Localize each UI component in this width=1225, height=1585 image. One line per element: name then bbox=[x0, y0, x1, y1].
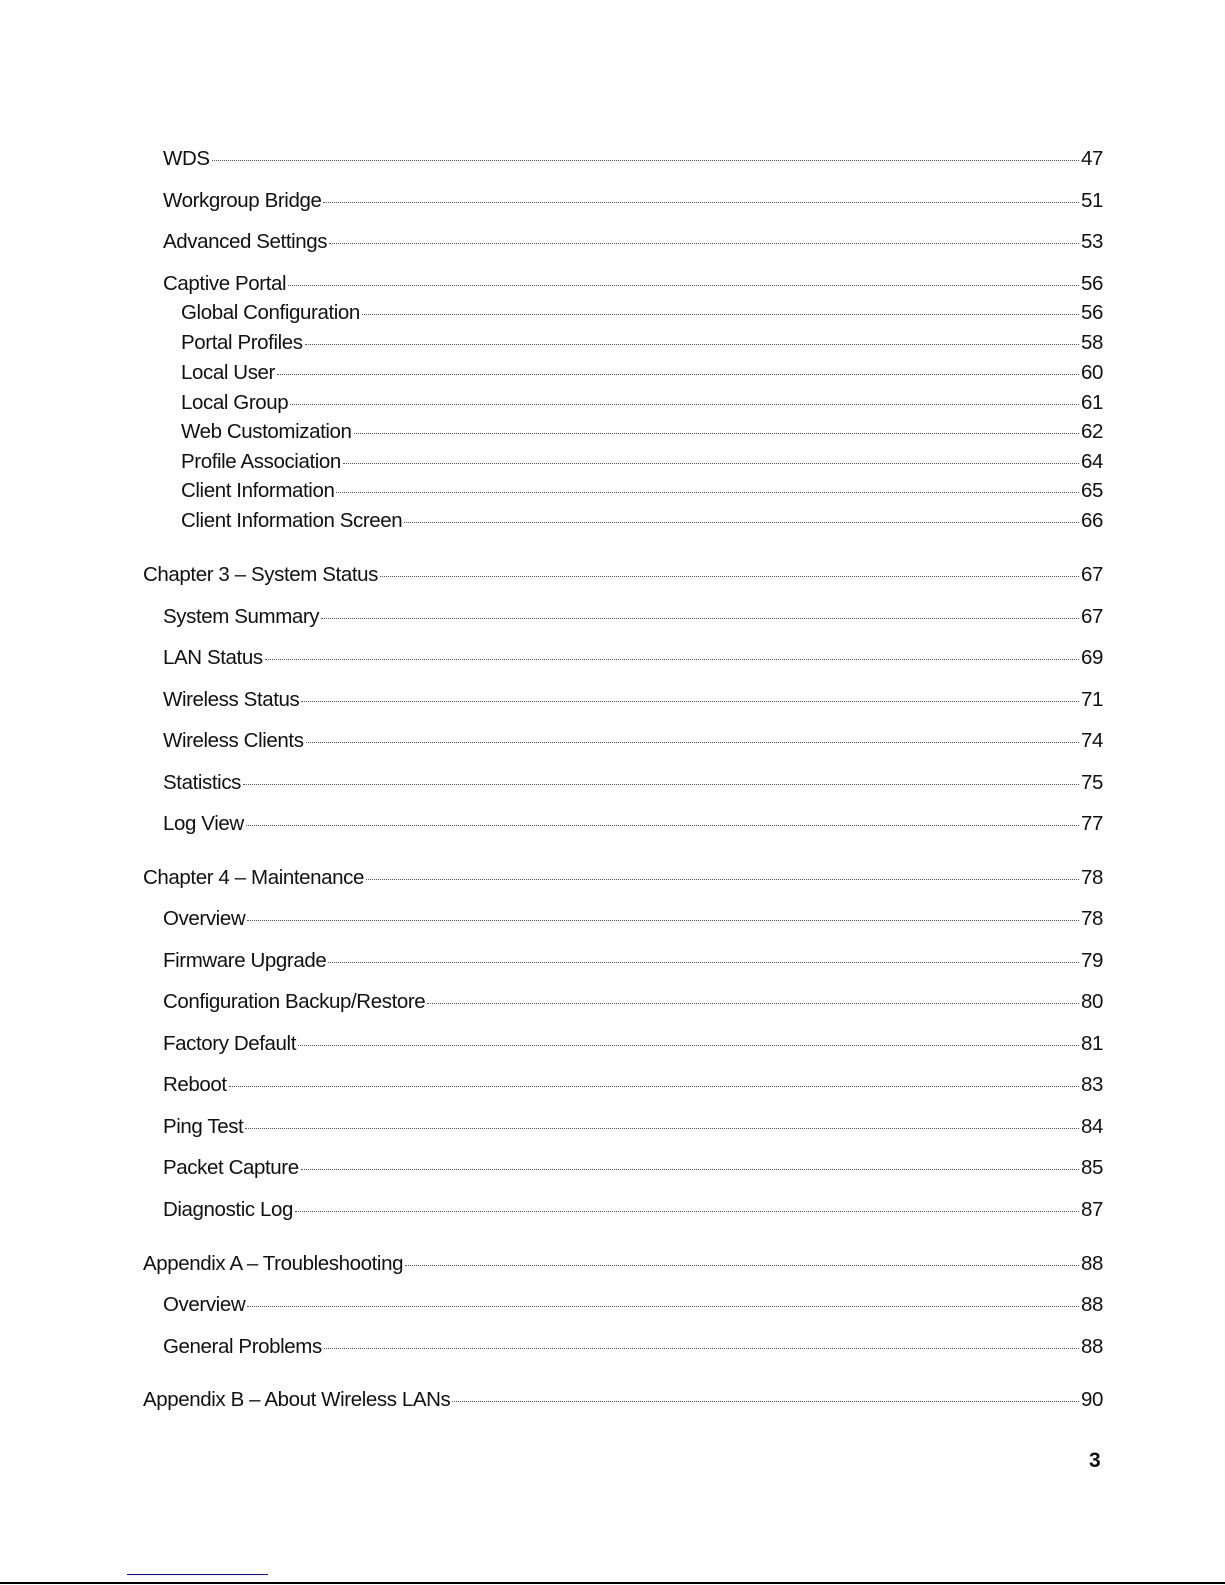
dot-leader bbox=[427, 1003, 1079, 1004]
toc-entry[interactable] bbox=[181, 331, 1103, 355]
toc-entry-title[interactable]: Wireless Clients bbox=[163, 729, 304, 752]
toc-entry-title[interactable]: Log View bbox=[163, 812, 244, 835]
dot-leader bbox=[247, 920, 1079, 921]
toc-entry-title[interactable]: Overview bbox=[163, 1293, 246, 1316]
toc-entry-page[interactable]: 90 bbox=[1080, 1388, 1103, 1411]
toc-entry-page[interactable]: 78 bbox=[1080, 866, 1103, 889]
toc-entry-page[interactable]: 88 bbox=[1080, 1335, 1103, 1358]
toc-entry-title[interactable]: Captive Portal bbox=[163, 272, 287, 295]
toc-entry-title[interactable]: Global Configuration bbox=[181, 301, 360, 324]
toc-entry-title[interactable]: Appendix B – About Wireless LANs bbox=[143, 1388, 451, 1411]
dot-leader bbox=[354, 433, 1079, 434]
toc-entry-title[interactable]: Local User bbox=[181, 361, 275, 384]
toc-entry-page[interactable]: 87 bbox=[1080, 1198, 1103, 1221]
toc-entry-page[interactable]: 85 bbox=[1080, 1156, 1103, 1179]
dot-leader bbox=[245, 1128, 1079, 1129]
toc-entry[interactable] bbox=[163, 907, 1103, 931]
dot-leader bbox=[301, 701, 1079, 702]
toc-entry-title[interactable]: Firmware Upgrade bbox=[163, 949, 327, 972]
toc-entry[interactable] bbox=[163, 605, 1103, 629]
toc-entry-title[interactable]: Wireless Status bbox=[163, 688, 300, 711]
toc-entry[interactable] bbox=[163, 1335, 1103, 1359]
toc-entry-title[interactable]: Local Group bbox=[181, 391, 289, 414]
toc-entry[interactable] bbox=[163, 1293, 1103, 1317]
dot-leader bbox=[404, 522, 1079, 523]
toc-entry-page[interactable]: 51 bbox=[1080, 189, 1103, 212]
toc-entry[interactable] bbox=[163, 688, 1103, 712]
toc-entry[interactable] bbox=[181, 361, 1103, 385]
toc-entry[interactable] bbox=[181, 301, 1103, 325]
toc-entry[interactable] bbox=[163, 729, 1103, 753]
dot-leader bbox=[306, 742, 1079, 743]
toc-entry-page[interactable]: 79 bbox=[1080, 949, 1103, 972]
dot-leader bbox=[336, 492, 1079, 493]
toc-entry-page[interactable]: 77 bbox=[1080, 812, 1103, 835]
toc-entry-page[interactable]: 88 bbox=[1080, 1252, 1103, 1275]
dot-leader bbox=[298, 1045, 1079, 1046]
toc-entry-title[interactable]: Web Customization bbox=[181, 420, 352, 443]
toc-entry-title[interactable]: Overview bbox=[163, 907, 246, 930]
toc-entry-page[interactable]: 80 bbox=[1080, 990, 1103, 1013]
toc-entry[interactable] bbox=[163, 990, 1103, 1014]
toc-entry[interactable] bbox=[163, 771, 1103, 795]
toc-entry-page[interactable]: 56 bbox=[1080, 272, 1103, 295]
dot-leader bbox=[362, 314, 1079, 315]
toc-entry[interactable] bbox=[143, 866, 1103, 890]
toc-entry-title[interactable]: Profile Association bbox=[181, 450, 341, 473]
toc-entry[interactable] bbox=[163, 147, 1103, 171]
toc-entry-title[interactable]: Factory Default bbox=[163, 1032, 296, 1055]
toc-entry[interactable] bbox=[163, 812, 1103, 836]
toc-entry-page[interactable]: 81 bbox=[1080, 1032, 1103, 1055]
toc-entry-title[interactable]: Client Information Screen bbox=[181, 509, 403, 532]
toc-entry-page[interactable]: 67 bbox=[1080, 563, 1103, 586]
toc-entry-page[interactable]: 65 bbox=[1080, 479, 1103, 502]
toc-entry[interactable] bbox=[163, 646, 1103, 670]
dot-leader bbox=[247, 1306, 1079, 1307]
toc-entry[interactable] bbox=[163, 1073, 1103, 1097]
toc-entry-title[interactable]: System Summary bbox=[163, 605, 320, 628]
toc-entry-page[interactable]: 58 bbox=[1080, 331, 1103, 354]
link-underline[interactable] bbox=[127, 1574, 268, 1575]
dot-leader bbox=[321, 618, 1079, 619]
dot-leader bbox=[305, 344, 1079, 345]
toc-entry[interactable] bbox=[163, 1032, 1103, 1056]
toc-entry-page[interactable]: 84 bbox=[1080, 1115, 1103, 1138]
toc-entry-title[interactable]: Chapter 4 – Maintenance bbox=[143, 866, 365, 889]
toc-entry-page[interactable]: 60 bbox=[1080, 361, 1103, 384]
toc-entry-page[interactable]: 64 bbox=[1080, 450, 1103, 473]
toc-entry-title[interactable]: General Problems bbox=[163, 1335, 322, 1358]
dot-leader bbox=[301, 1169, 1079, 1170]
dot-leader bbox=[288, 285, 1079, 286]
dot-leader bbox=[265, 659, 1079, 660]
toc-entry-page[interactable]: 83 bbox=[1080, 1073, 1103, 1096]
toc-entry-page[interactable]: 61 bbox=[1080, 391, 1103, 414]
dot-leader bbox=[246, 825, 1079, 826]
toc-entry[interactable] bbox=[163, 230, 1103, 254]
dot-leader bbox=[328, 962, 1079, 963]
dot-leader bbox=[277, 374, 1079, 375]
dot-leader bbox=[343, 463, 1079, 464]
dot-leader bbox=[452, 1401, 1079, 1402]
dot-leader bbox=[324, 1348, 1079, 1349]
dot-leader bbox=[380, 576, 1079, 577]
dot-leader bbox=[405, 1265, 1079, 1266]
toc-entry[interactable] bbox=[181, 450, 1103, 474]
toc-entry[interactable] bbox=[163, 272, 1103, 296]
dot-leader bbox=[329, 243, 1079, 244]
toc-entry-title[interactable]: Workgroup Bridge bbox=[163, 189, 322, 212]
toc-entry-page[interactable]: 74 bbox=[1080, 729, 1103, 752]
toc-entry-title[interactable]: Appendix A – Troubleshooting bbox=[143, 1252, 404, 1275]
dot-leader bbox=[295, 1211, 1079, 1212]
toc-entry-title[interactable]: Packet Capture bbox=[163, 1156, 299, 1179]
toc-entry-page[interactable]: 69 bbox=[1080, 646, 1103, 669]
dot-leader bbox=[290, 404, 1079, 405]
toc-entry-title[interactable]: Portal Profiles bbox=[181, 331, 303, 354]
toc-entry-page[interactable]: 88 bbox=[1080, 1293, 1103, 1316]
toc-entry-title[interactable]: Chapter 3 – System Status bbox=[143, 563, 378, 586]
toc-entry-title[interactable]: Ping Test bbox=[163, 1115, 244, 1138]
toc-entry-page[interactable]: 67 bbox=[1080, 605, 1103, 628]
toc-entry[interactable] bbox=[163, 189, 1103, 213]
dot-leader bbox=[366, 879, 1079, 880]
toc-entry[interactable] bbox=[163, 1156, 1103, 1180]
dot-leader bbox=[229, 1086, 1079, 1087]
toc-entry-page[interactable]: 71 bbox=[1080, 688, 1103, 711]
toc-entry-page[interactable]: 62 bbox=[1080, 420, 1103, 443]
toc-entry[interactable] bbox=[181, 420, 1103, 444]
page-border bbox=[0, 1582, 1225, 1584]
toc-entry[interactable] bbox=[143, 1252, 1103, 1276]
toc-entry[interactable] bbox=[143, 1388, 1103, 1412]
toc-entry-title[interactable]: Advanced Settings bbox=[163, 230, 328, 253]
toc-entry-title[interactable]: Diagnostic Log bbox=[163, 1198, 294, 1221]
toc-entry[interactable] bbox=[181, 479, 1103, 503]
toc-entry-title[interactable]: WDS bbox=[163, 147, 210, 170]
toc-entry-title[interactable]: LAN Status bbox=[163, 646, 263, 669]
toc-entry-page[interactable]: 75 bbox=[1080, 771, 1103, 794]
toc-entry-page[interactable]: 66 bbox=[1080, 509, 1103, 532]
toc-entry[interactable] bbox=[181, 391, 1103, 415]
toc-entry-title[interactable]: Statistics bbox=[163, 771, 242, 794]
toc-entry-page[interactable]: 78 bbox=[1080, 907, 1103, 930]
toc-entry-page[interactable]: 47 bbox=[1080, 147, 1103, 170]
dot-leader bbox=[323, 202, 1079, 203]
page-number: 3 bbox=[1089, 1449, 1101, 1472]
toc-entry-title[interactable]: Reboot bbox=[163, 1073, 227, 1096]
toc-entry[interactable] bbox=[181, 509, 1103, 533]
toc-entry-page[interactable]: 56 bbox=[1080, 301, 1103, 324]
toc-entry[interactable] bbox=[163, 1115, 1103, 1139]
dot-leader bbox=[212, 160, 1079, 161]
toc-entry-title[interactable]: Configuration Backup/Restore bbox=[163, 990, 426, 1013]
dot-leader bbox=[243, 784, 1079, 785]
toc-entry[interactable] bbox=[163, 1198, 1103, 1222]
toc-entry-page[interactable]: 53 bbox=[1080, 230, 1103, 253]
toc-entry[interactable] bbox=[143, 563, 1103, 587]
toc-entry[interactable] bbox=[163, 949, 1103, 973]
toc-entry-title[interactable]: Client Information bbox=[181, 479, 335, 502]
